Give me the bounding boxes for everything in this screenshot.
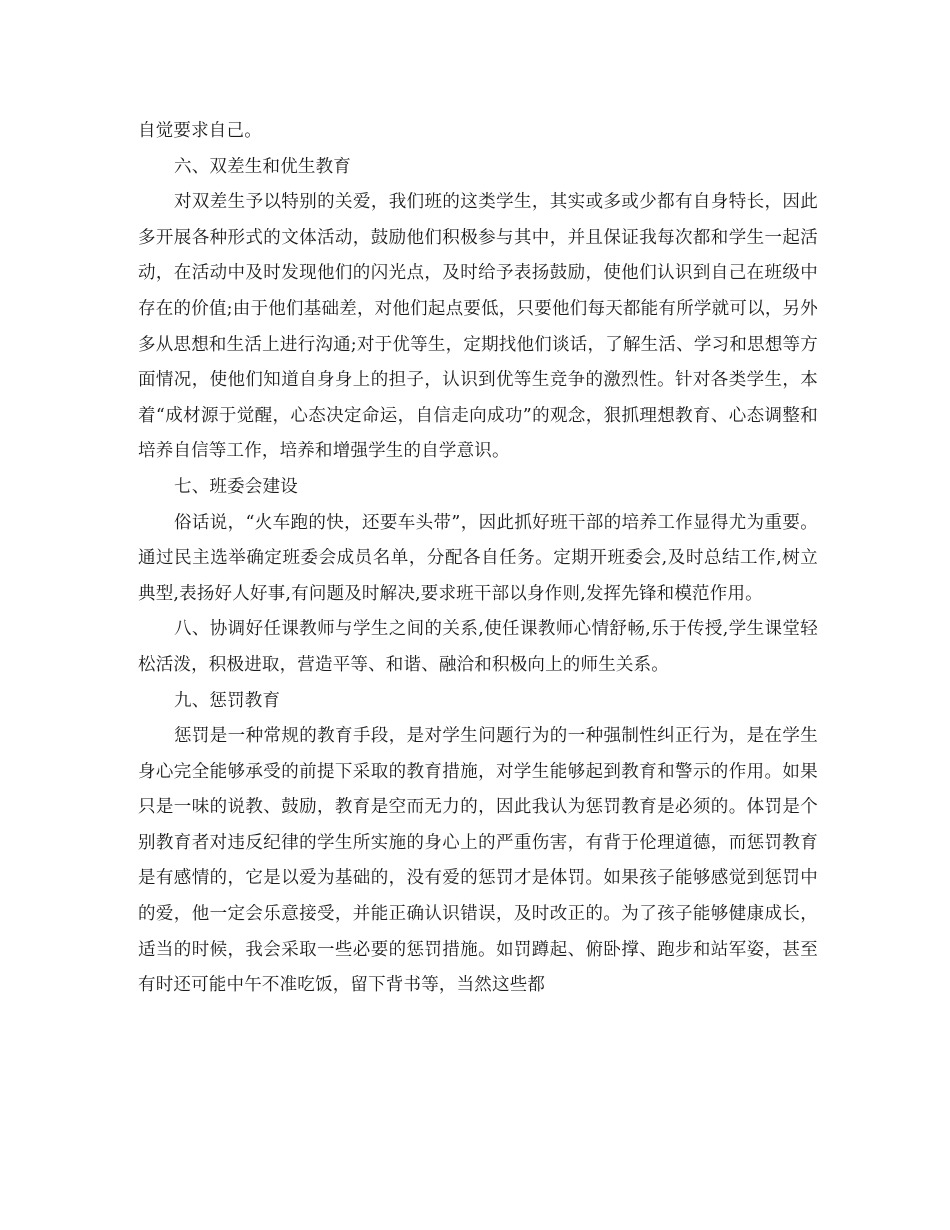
paragraph-section-six: 对双差生予以特别的关爱，我们班的这类学生，其实或多或少都有自身特长，因此多开展各种形式的文体活动，鼓励他们积极参与其中，并且保证我每次都和学生一起活动，在活动中及时发现他们的闪光点，及时给予表扬鼓励，使他们认识到自己在班级中存在的价值;由于他们基础差，对他们起点要低，只要他们每天都能有所学就可以，另外多从思想和生活上进行沟通;对于优等生，定期找他们谈话，了解生活、学习和思想等方面情况，使他们知道自身身上的担子，认识到优等生竞争的激烈性。针对各类学生，本着“成材源于觉醒，心态决定命运，自信走向成功”的观念，狠抓理想教育、心态调整和培养自信等工作，培养和增强学生的自学意识。 [138,192,818,462]
section-heading-nine: 九、惩罚教育 [174,690,281,711]
section-heading-seven: 七、班委会建设 [174,476,298,497]
section-heading-six: 六、双差生和优生教育 [174,156,351,177]
paragraph-continuation: 自觉要求自己。 [138,121,262,141]
paragraph-section-seven: 俗话说，“火车跑的快，还要车头带”，因此抓好班干部的培养工作显得尤为重要。通过民主选举确定班委会成员名单，分配各自任务。定期开班委会,及时总结工作,树立典型,表扬好人好事,有问题及时解决,要求班干部以身作则,发挥先锋和模范作用。 [138,512,818,604]
document-body [138,114,818,1004]
paragraph-section-nine: 惩罚是一种常规的教育手段，是对学生问题行为的一种强制性纠正行为，是在学生身心完全能够承受的前提下采取的教育措施，对学生能够起到教育和警示的作用。如果只是一味的说教、鼓励，教育是空而无力的，因此我认为惩罚教育是必须的。体罚是个别教育者对违反纪律的学生所实施的身心上的严重伤害，有背于伦理道德，而惩罚教育是有感情的，它是以爱为基础的，没有爱的惩罚才是体罚。如果孩子能够感觉到惩罚中的爱，他一定会乐意接受，并能正确认识错误，及时改正的。为了孩子能够健康成长，适当的时候，我会采取一些必要的惩罚措施。如罚蹲起、俯卧撑、跑步和站军姿，甚至有时还可能中午不准吃饭，留下背书等，当然这些都 [138,726,818,996]
paragraph-section-eight: 八、协调好任课教师与学生之间的关系,使任课教师心情舒畅,乐于传授,学生课堂轻松活泼，积极进取，营造平等、和谐、融洽和积极向上的师生关系。 [138,619,818,675]
